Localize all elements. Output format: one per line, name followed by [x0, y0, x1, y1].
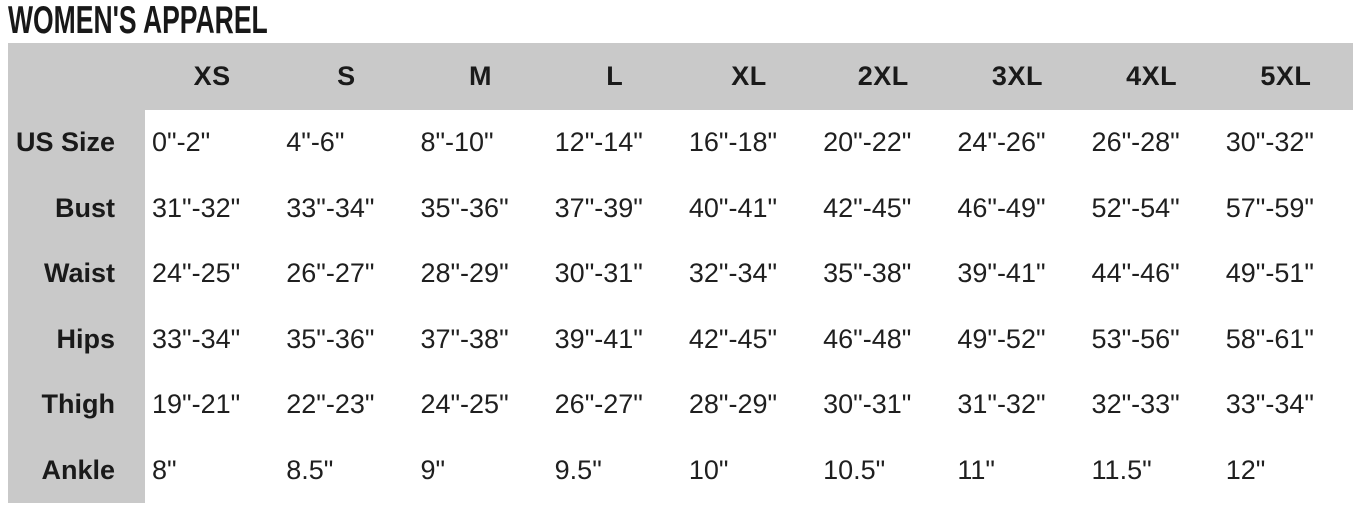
- size-cell: 26"-27": [548, 372, 682, 438]
- corner-cell: [8, 43, 145, 110]
- size-cell: 19"-21": [145, 372, 279, 438]
- size-cell: 8.5": [279, 438, 413, 504]
- size-cell: 32"-33": [1085, 372, 1219, 438]
- size-cell: 52"-54": [1085, 176, 1219, 242]
- size-cell: 46"-48": [816, 307, 950, 373]
- size-cell: 35"-38": [816, 241, 950, 307]
- row-label-us-size: US Size: [8, 110, 145, 176]
- size-cell: 42"-45": [816, 176, 950, 242]
- size-cell: 33"-34": [145, 307, 279, 373]
- page-title: WOMEN'S APPAREL: [8, 0, 268, 42]
- size-cell: 10.5": [816, 438, 950, 504]
- size-cell: 4"-6": [279, 110, 413, 176]
- size-cell: 24"-25": [413, 372, 547, 438]
- col-header-s: S: [279, 43, 413, 110]
- size-cell: 26"-28": [1085, 110, 1219, 176]
- size-cell: 16"-18": [682, 110, 816, 176]
- size-cell: 37"-39": [548, 176, 682, 242]
- size-cell: 28"-29": [682, 372, 816, 438]
- size-cell: 26"-27": [279, 241, 413, 307]
- size-cell: 30"-31": [816, 372, 950, 438]
- row-label-waist: Waist: [8, 241, 145, 307]
- size-cell: 12": [1219, 438, 1353, 504]
- size-cell: 24"-25": [145, 241, 279, 307]
- size-cell: 0"-2": [145, 110, 279, 176]
- size-chart-table: [8, 43, 1353, 503]
- size-cell: 49"-52": [950, 307, 1084, 373]
- size-cell: 44"-46": [1085, 241, 1219, 307]
- size-cell: 57"-59": [1219, 176, 1353, 242]
- size-cell: 9": [413, 438, 547, 504]
- size-cell: 53"-56": [1085, 307, 1219, 373]
- size-cell: 58"-61": [1219, 307, 1353, 373]
- size-cell: 33"-34": [279, 176, 413, 242]
- size-cell: 11": [950, 438, 1084, 504]
- size-cell: 46"-49": [950, 176, 1084, 242]
- size-cell: 30"-32": [1219, 110, 1353, 176]
- row-label-bust: Bust: [8, 176, 145, 242]
- size-cell: 40"-41": [682, 176, 816, 242]
- size-cell: 20"-22": [816, 110, 950, 176]
- row-label-hips: Hips: [8, 307, 145, 373]
- col-header-3xl: 3XL: [950, 43, 1084, 110]
- size-cell: 22"-23": [279, 372, 413, 438]
- col-header-xs: XS: [145, 43, 279, 110]
- size-cell: 11.5": [1085, 438, 1219, 504]
- col-header-4xl: 4XL: [1085, 43, 1219, 110]
- size-cell: 24"-26": [950, 110, 1084, 176]
- col-header-5xl: 5XL: [1219, 43, 1353, 110]
- size-cell: 35"-36": [413, 176, 547, 242]
- size-cell: 8": [145, 438, 279, 504]
- size-cell: 31"-32": [950, 372, 1084, 438]
- size-cell: 33"-34": [1219, 372, 1353, 438]
- size-cell: 32"-34": [682, 241, 816, 307]
- size-cell: 10": [682, 438, 816, 504]
- col-header-xl: XL: [682, 43, 816, 110]
- row-label-thigh: Thigh: [8, 372, 145, 438]
- size-cell: 42"-45": [682, 307, 816, 373]
- size-cell: 28"-29": [413, 241, 547, 307]
- size-cell: 31"-32": [145, 176, 279, 242]
- col-header-2xl: 2XL: [816, 43, 950, 110]
- col-header-l: L: [548, 43, 682, 110]
- row-label-ankle: Ankle: [8, 438, 145, 504]
- size-cell: 49"-51": [1219, 241, 1353, 307]
- size-cell: 37"-38": [413, 307, 547, 373]
- size-cell: 30"-31": [548, 241, 682, 307]
- size-cell: 9.5": [548, 438, 682, 504]
- col-header-m: M: [413, 43, 547, 110]
- size-cell: 35"-36": [279, 307, 413, 373]
- size-cell: 12"-14": [548, 110, 682, 176]
- size-cell: 39"-41": [548, 307, 682, 373]
- size-cell: 8"-10": [413, 110, 547, 176]
- size-cell: 39"-41": [950, 241, 1084, 307]
